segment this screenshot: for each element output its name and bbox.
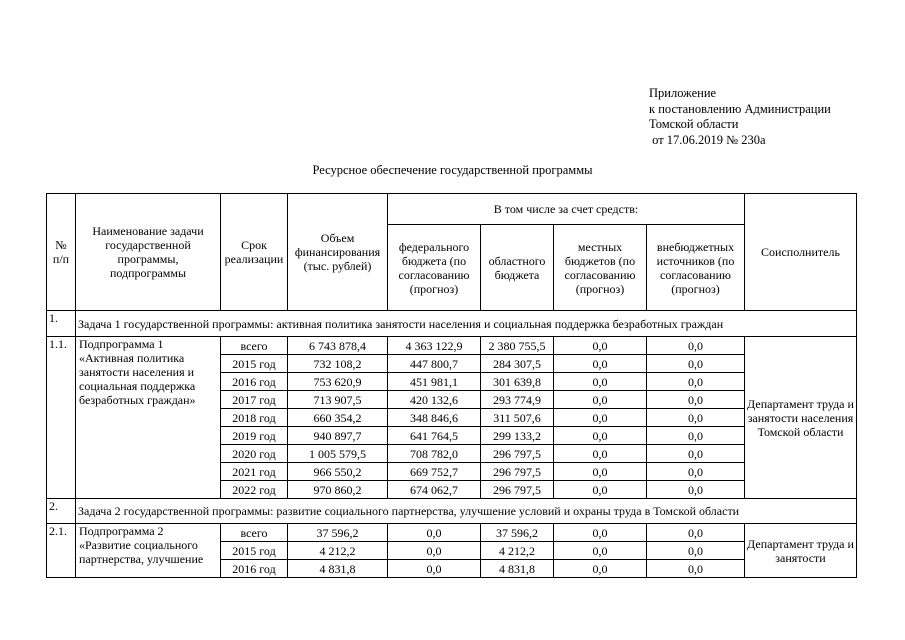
local-cell: 0,0	[554, 355, 647, 373]
extra-cell: 0,0	[647, 355, 745, 373]
appendix-line: к постановлению Администрации	[649, 101, 831, 116]
volume-cell: 37 596,2	[288, 524, 388, 542]
extra-cell: 0,0	[647, 542, 745, 560]
subprogram-num: 2.1.	[47, 524, 76, 578]
header-volume: Объем финансирования (тыс. рублей)	[288, 194, 388, 311]
federal-cell: 0,0	[388, 524, 481, 542]
volume-cell: 4 831,8	[288, 560, 388, 578]
task-row	[47, 311, 857, 337]
appendix-line: Приложение	[649, 86, 717, 100]
regional-cell: 299 133,2	[481, 427, 554, 445]
federal-cell: 0,0	[388, 542, 481, 560]
term-cell: 2018 год	[221, 409, 288, 427]
header-num: № п/п	[47, 194, 76, 311]
local-cell: 0,0	[554, 409, 647, 427]
task-text: Задача 1 государственной программы: активная политика занятости населения и социальная поддержка безработных граждан	[76, 311, 857, 337]
term-cell: 2021 год	[221, 463, 288, 481]
document-title: Ресурсное обеспечение государственной программы	[312, 163, 593, 177]
local-cell: 0,0	[554, 524, 647, 542]
term-cell: 2015 год	[221, 542, 288, 560]
extra-cell: 0,0	[647, 373, 745, 391]
task-num: 2.	[47, 499, 76, 524]
volume-cell: 1 005 579,5	[288, 445, 388, 463]
federal-cell: 420 132,6	[388, 391, 481, 409]
local-cell: 0,0	[554, 445, 647, 463]
regional-cell: 293 774,9	[481, 391, 554, 409]
header-coexecutor: Соисполнитель	[745, 194, 857, 311]
federal-cell: 674 062,7	[388, 481, 481, 499]
local-cell: 0,0	[554, 373, 647, 391]
extra-cell: 0,0	[647, 560, 745, 578]
term-cell: 2022 год	[221, 481, 288, 499]
volume-cell: 970 860,2	[288, 481, 388, 499]
header-term: Срок реализации	[221, 194, 288, 311]
table-row	[47, 524, 857, 542]
extra-cell: 0,0	[647, 391, 745, 409]
task-text: Задача 2 государственной программы: развитие социального партнерства, улучшение условий и охраны труда в Томской области	[76, 499, 857, 524]
volume-cell: 753 620,9	[288, 373, 388, 391]
term-cell: 2015 год	[221, 355, 288, 373]
volume-cell: 732 108,2	[288, 355, 388, 373]
federal-cell: 669 752,7	[388, 463, 481, 481]
regional-cell: 311 507,6	[481, 409, 554, 427]
regional-cell: 4 831,8	[481, 560, 554, 578]
local-cell: 0,0	[554, 427, 647, 445]
header-row	[47, 194, 857, 225]
funding-table	[46, 193, 857, 578]
coexecutor-cell: Департамент труда и занятости населения Томской области	[745, 337, 857, 499]
volume-cell: 6 743 878,4	[288, 337, 388, 355]
header-local: местных бюджетов (по согласованию (прогноз)	[554, 225, 647, 311]
header-including: В том числе за счет средств:	[388, 194, 745, 225]
term-cell: 2016 год	[221, 560, 288, 578]
term-cell: 2016 год	[221, 373, 288, 391]
federal-cell: 447 800,7	[388, 355, 481, 373]
federal-cell: 0,0	[388, 560, 481, 578]
volume-cell: 940 897,7	[288, 427, 388, 445]
subprogram-num: 1.1.	[47, 337, 76, 499]
extra-cell: 0,0	[647, 463, 745, 481]
subprogram-name: Подпрограмма 1 «Активная политика занятости населения и социальная поддержка безработных граждан»	[76, 337, 221, 499]
local-cell: 0,0	[554, 391, 647, 409]
subprogram-name: Подпрограмма 2 «Развитие социального партнерства, улучшение	[76, 524, 221, 578]
term-cell: 2017 год	[221, 391, 288, 409]
header-regional: областного бюджета	[481, 225, 554, 311]
regional-cell: 296 797,5	[481, 481, 554, 499]
table-row	[47, 337, 857, 355]
term-cell: всего	[221, 524, 288, 542]
extra-cell: 0,0	[647, 481, 745, 499]
appendix-line: Томской области	[649, 117, 739, 131]
header-extrabudget: внебюджетных источников (по согласованию (прогноз)	[647, 225, 745, 311]
header-federal: федерального бюджета (по согласованию (прогноз)	[388, 225, 481, 311]
local-cell: 0,0	[554, 337, 647, 355]
federal-cell: 348 846,6	[388, 409, 481, 427]
coexecutor-cell: Департамент труда и занятости	[745, 524, 857, 578]
volume-cell: 713 907,5	[288, 391, 388, 409]
task-row	[47, 499, 857, 524]
extra-cell: 0,0	[647, 445, 745, 463]
local-cell: 0,0	[554, 481, 647, 499]
volume-cell: 660 354,2	[288, 409, 388, 427]
task-num: 1.	[47, 311, 76, 337]
extra-cell: 0,0	[647, 427, 745, 445]
term-cell: 2020 год	[221, 445, 288, 463]
regional-cell: 37 596,2	[481, 524, 554, 542]
regional-cell: 2 380 755,5	[481, 337, 554, 355]
federal-cell: 641 764,5	[388, 427, 481, 445]
regional-cell: 301 639,8	[481, 373, 554, 391]
appendix-line: от 17.06.2019 № 230а	[649, 132, 766, 147]
term-cell: 2019 год	[221, 427, 288, 445]
volume-cell: 4 212,2	[288, 542, 388, 560]
volume-cell: 966 550,2	[288, 463, 388, 481]
term-cell: всего	[221, 337, 288, 355]
local-cell: 0,0	[554, 542, 647, 560]
regional-cell: 284 307,5	[481, 355, 554, 373]
header-name: Наименование задачи государственной программы, подпрограммы	[76, 194, 221, 311]
federal-cell: 4 363 122,9	[388, 337, 481, 355]
appendix-block	[649, 86, 831, 148]
extra-cell: 0,0	[647, 337, 745, 355]
extra-cell: 0,0	[647, 409, 745, 427]
local-cell: 0,0	[554, 463, 647, 481]
extra-cell: 0,0	[647, 524, 745, 542]
federal-cell: 708 782,0	[388, 445, 481, 463]
local-cell: 0,0	[554, 560, 647, 578]
regional-cell: 4 212,2	[481, 542, 554, 560]
federal-cell: 451 981,1	[388, 373, 481, 391]
regional-cell: 296 797,5	[481, 445, 554, 463]
regional-cell: 296 797,5	[481, 463, 554, 481]
